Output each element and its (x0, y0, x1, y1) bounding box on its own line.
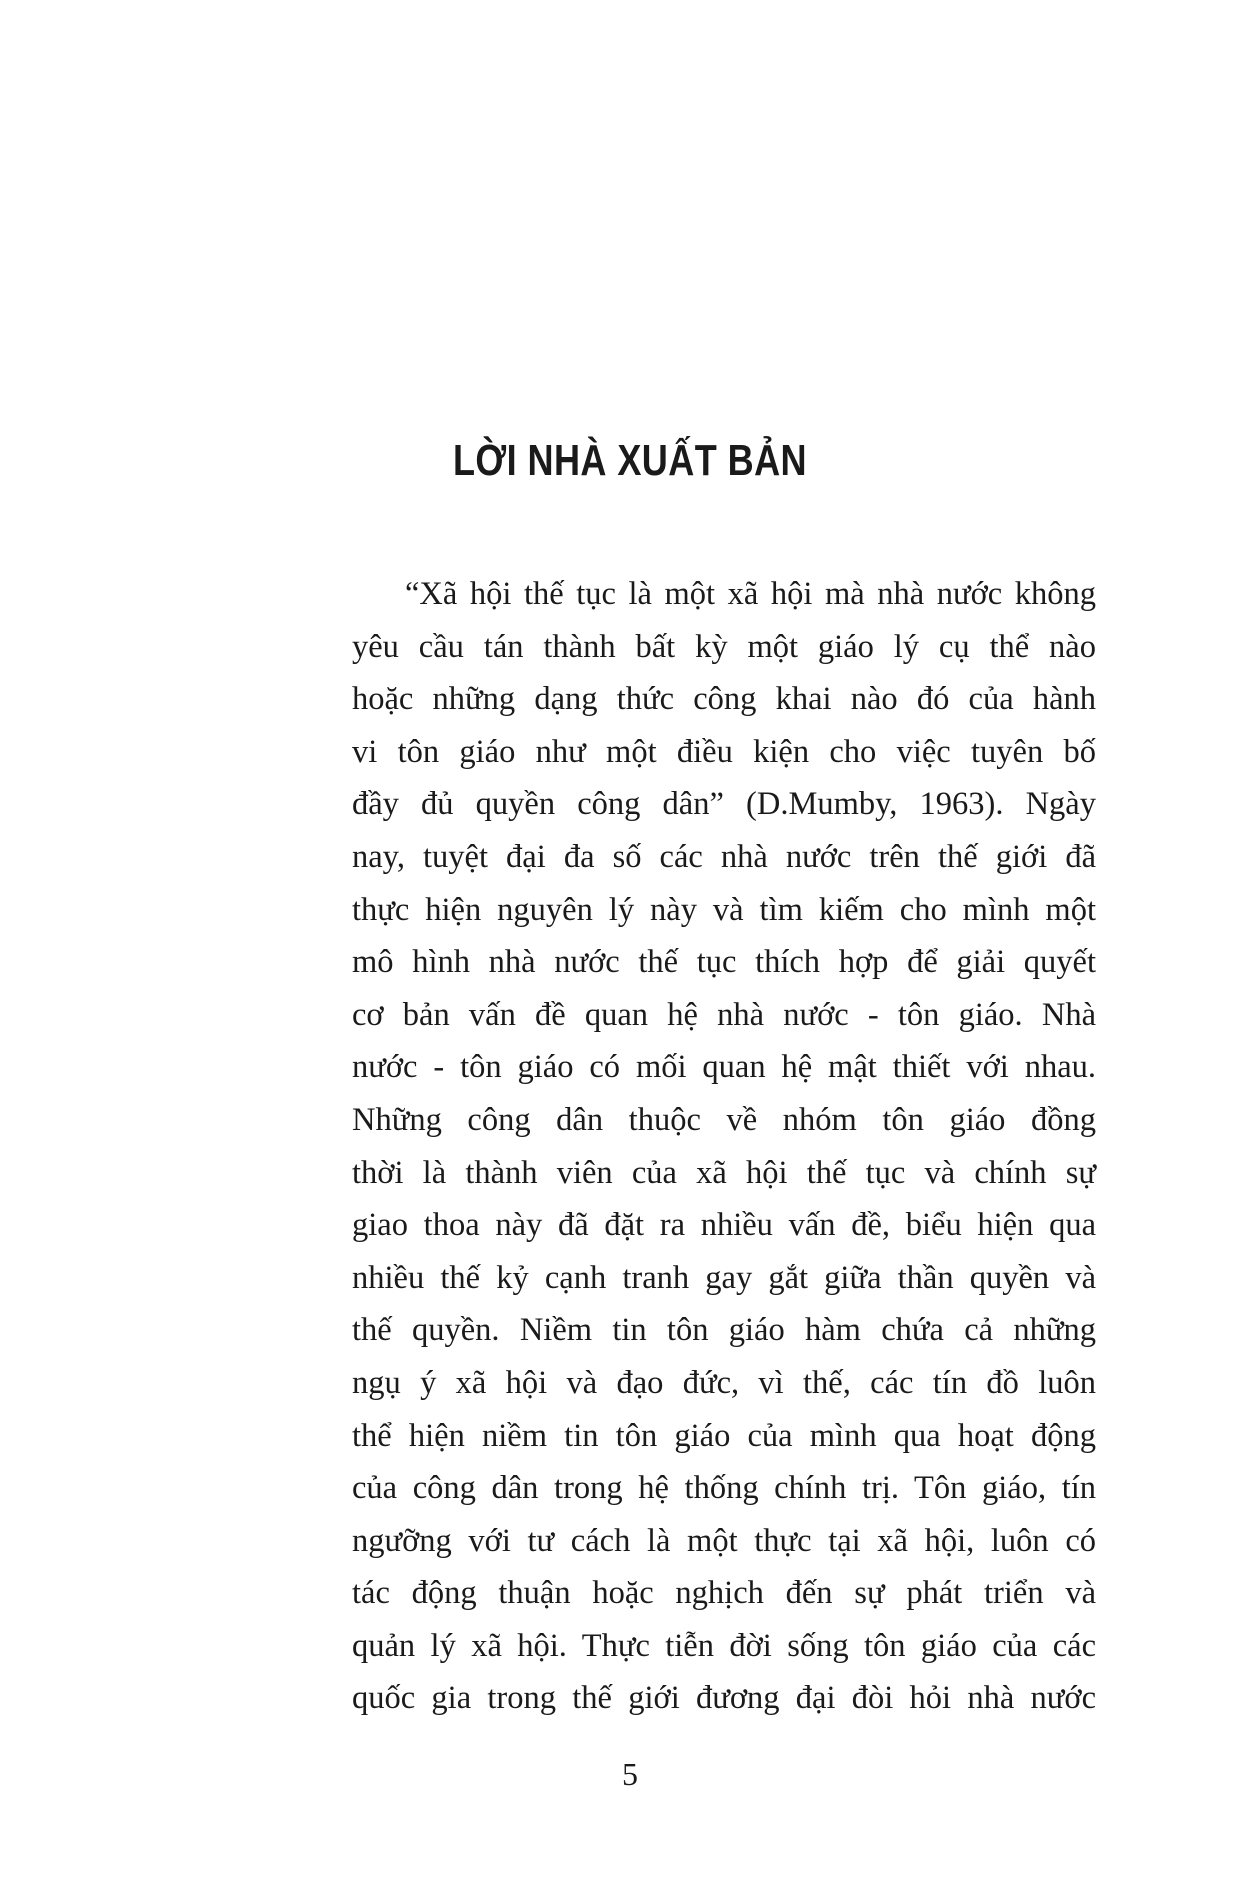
text-line: tác động thuận hoặc nghịch đến sự phát triển và (352, 1575, 1096, 1612)
text-line: nước - tôn giáo có mối quan hệ mật thiết với nhau. (352, 1049, 1096, 1086)
text-line: giao thoa này đã đặt ra nhiều vấn đề, biểu hiện qua (352, 1207, 1096, 1244)
text-line: thực hiện nguyên lý này và tìm kiếm cho mình một (352, 891, 1096, 928)
text-line: thể hiện niềm tin tôn giáo của mình qua hoạt động (352, 1417, 1096, 1454)
page-number: 5 (622, 1756, 638, 1792)
text-line: Những công dân thuộc về nhóm tôn giáo đồng (352, 1101, 1096, 1138)
text-line: nhiều thế kỷ cạnh tranh gay gắt giữa thần quyền và (352, 1259, 1096, 1296)
text-line: vi tôn giáo như một điều kiện cho việc tuyên bố (352, 733, 1096, 770)
text-line: của công dân trong hệ thống chính trị. Tôn giáo, tín (352, 1470, 1096, 1507)
body-paragraph (352, 568, 1096, 1725)
text-line: thời là thành viên của xã hội thế tục và chính sự (352, 1154, 1096, 1191)
text-line: quản lý xã hội. Thực tiễn đời sống tôn giáo của các (352, 1627, 1096, 1664)
text-line: nay, tuyệt đại đa số các nhà nước trên thế giới đã (352, 838, 1096, 875)
text-line: thế quyền. Niềm tin tôn giáo hàm chứa cả những (352, 1312, 1096, 1349)
text-line: hoặc những dạng thức công khai nào đó của hành (352, 681, 1096, 718)
text-line: ngụ ý xã hội và đạo đức, vì thế, các tín đồ luôn (352, 1364, 1096, 1401)
text-line: đầy đủ quyền công dân” (D.Mumby, 1963). Ngày (352, 786, 1096, 823)
text-line: mô hình nhà nước thế tục thích hợp để giải quyết (352, 944, 1096, 981)
text-line: quốc gia trong thế giới đương đại đòi hỏi nhà nước (352, 1680, 1096, 1717)
text-line: yêu cầu tán thành bất kỳ một giáo lý cụ thể nào (352, 628, 1096, 665)
text-line: “Xã hội thế tục là một xã hội mà nhà nước không (405, 576, 1096, 612)
chapter-title: LỜI NHÀ XUẤT BẢN (452, 436, 808, 485)
text-line: cơ bản vấn đề quan hệ nhà nước - tôn giáo. Nhà (352, 996, 1096, 1033)
text-line: ngưỡng với tư cách là một thực tại xã hội, luôn có (352, 1522, 1096, 1559)
